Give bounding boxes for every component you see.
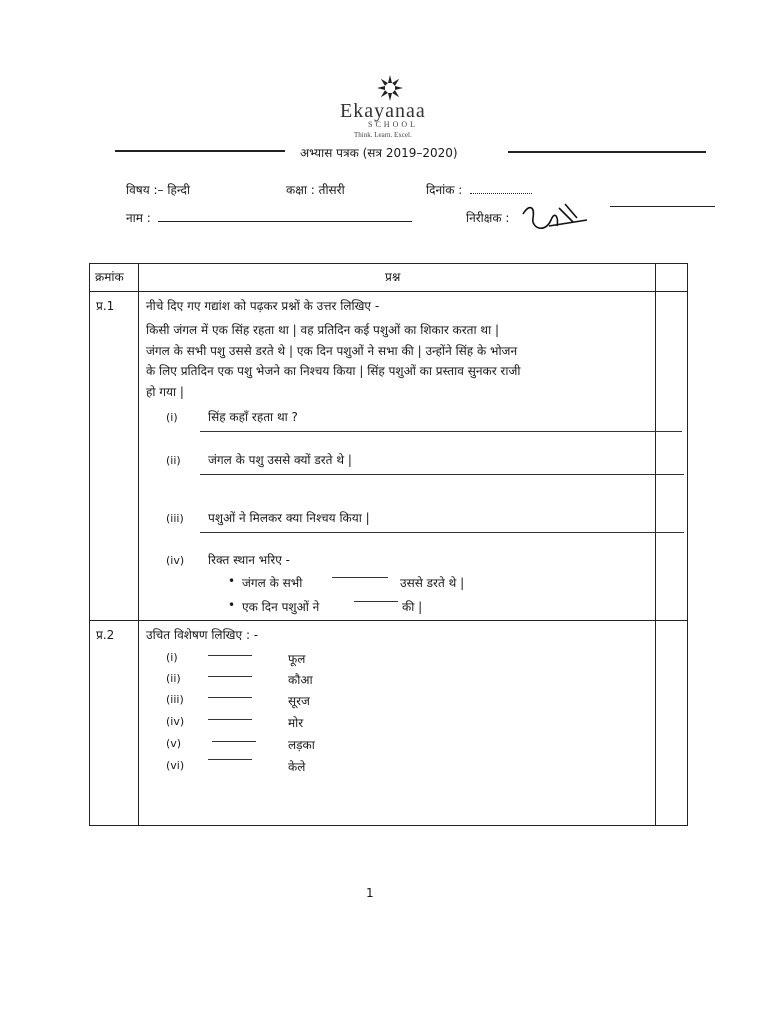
q2-item-word: कौआ <box>288 673 313 687</box>
passage-line: किसी जंगल में एक सिंह रहता था | वह प्रतिदिन कई पशुओं का शिकार करता था | <box>146 323 500 337</box>
fill-1-after: उससे डरते थे | <box>400 576 465 590</box>
table-row-rule <box>89 620 688 621</box>
fill-1-before: जंगल के सभी <box>242 576 303 590</box>
table-col-divider <box>138 263 139 826</box>
q1-sub-text: रिक्त स्थान भरिए - <box>208 553 291 567</box>
examiner-signature <box>515 196 590 238</box>
q2-instruction: उचित विशेषण लिखिए : - <box>146 628 259 642</box>
col-header-serial: क्रमांक <box>95 270 124 284</box>
q2-item-label: (iv) <box>166 715 185 728</box>
table-right-inner-top <box>655 263 656 292</box>
col-header-question: प्रश्न <box>385 270 401 284</box>
q1-sub-label: (iii) <box>166 512 184 525</box>
name-field[interactable] <box>158 221 412 222</box>
q2-item-label: (vi) <box>166 759 185 772</box>
passage-line: हो गया | <box>146 384 184 399</box>
q2-item-word: लड़का <box>288 738 315 752</box>
sheet-title: अभ्यास पत्रक (सत्र 2019–2020) <box>300 146 458 160</box>
side-rule <box>610 206 715 207</box>
q1-sub-text: सिंह कहाँ रहता था ? <box>208 410 298 424</box>
fill-2-blank[interactable] <box>354 601 398 602</box>
q1-passage <box>146 320 676 402</box>
passage-line: के लिए प्रतिदिन एक पशु भेजने का निश्चय किया | सिंह पशुओं का प्रस्ताव सुनकर राजी <box>146 364 521 378</box>
q2-item-word: केले <box>288 760 306 774</box>
q2-item-blank[interactable] <box>208 759 252 760</box>
bullet-icon: • <box>228 574 236 588</box>
fill-1-blank[interactable] <box>332 577 388 578</box>
q2-item-word: सूरज <box>288 694 310 708</box>
q2-item-word: मोर <box>288 716 304 730</box>
title-rule-left <box>115 150 285 152</box>
q2-item-label: (iii) <box>166 693 184 706</box>
q2-item-blank[interactable] <box>212 741 256 742</box>
name-label: नाम : <box>126 211 151 225</box>
q2-item-blank[interactable] <box>208 719 252 720</box>
q1-sub-label: (ii) <box>166 454 181 467</box>
date-label: दिनांक : <box>426 183 463 197</box>
class-label: कक्षा : तीसरी <box>286 183 345 197</box>
passage-line: जंगल के सभी पशु उससे डरते थे | एक दिन पशुओं ने सभा की | उन्होंने सिंह के भोजन <box>146 343 518 358</box>
q1-sub-text: जंगल के पशु उससे क्यों डरते थे | <box>208 453 352 467</box>
date-field[interactable] <box>470 193 532 194</box>
q1-serial: प्र.1 <box>96 299 115 313</box>
q2-item-word: फूल <box>288 652 306 666</box>
school-tagline: Think. Learn. Excel. <box>354 131 412 139</box>
bullet-icon: • <box>228 598 236 612</box>
q2-item-label: (v) <box>166 737 182 750</box>
title-rule-right <box>508 151 706 153</box>
examiner-label: निरीक्षक : <box>466 211 510 225</box>
q1-instruction: नीचे दिए गए गद्यांश को पढ़कर प्रश्नों के उत्तर लिखिए - <box>146 299 380 313</box>
school-subtitle: SCHOOL <box>368 120 419 129</box>
answer-line[interactable] <box>200 532 684 533</box>
q1-sub-text: पशुओं ने मिलकर क्या निश्चय किया | <box>208 511 370 525</box>
q2-serial: प्र.2 <box>96 628 115 642</box>
q2-item-label: (i) <box>166 651 178 664</box>
q2-item-blank[interactable] <box>208 697 252 698</box>
q2-item-blank[interactable] <box>208 676 252 677</box>
page-number: 1 <box>366 886 374 900</box>
subject-label: विषय :– हिन्दी <box>126 183 191 197</box>
q1-sub-label: (i) <box>166 411 178 424</box>
answer-line[interactable] <box>200 431 682 432</box>
q2-item-blank[interactable] <box>208 655 252 656</box>
school-name: Ekayanaa <box>340 100 426 122</box>
table-header-rule <box>89 291 688 292</box>
q1-sub-label: (iv) <box>166 554 185 567</box>
fill-2-after: की | <box>402 600 423 614</box>
q2-item-label: (ii) <box>166 672 181 685</box>
answer-line[interactable] <box>200 474 684 475</box>
fill-2-before: एक दिन पशुओं ने <box>242 600 320 614</box>
